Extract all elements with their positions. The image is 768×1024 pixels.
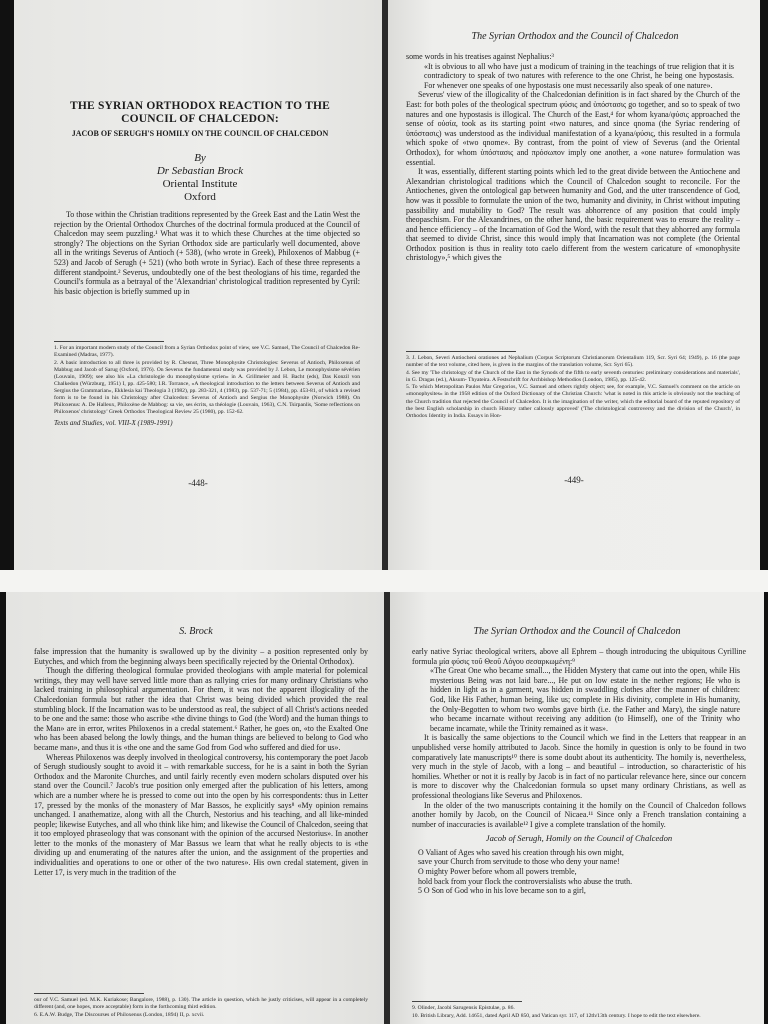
page-451 [390, 592, 764, 1024]
verse-line: save your Church from servitude to those who deny your name! [418, 857, 620, 867]
body-paragraph: false impression that the humanity is swallowed up by the divinity – a position represented only by Eutyches, and which from the beginning always been specifically rejected by the Oriental Orthodox). [34, 647, 368, 666]
author-name: Dr Sebastian Brock [156, 165, 244, 177]
footnote-4: 4. See my 'The christology of the Church of the East in the Synods of the fifth to early seventh centuries: preliminary considerations and materials', in G. Dragas (ed.), Aksum- Thyateira. A Festschrift for Archbishop Methodios (London, 1985), pp. 125-42. [406, 369, 740, 383]
page-450 [6, 592, 384, 1024]
footnote-6: 6. E.A.W. Budge, The Discourses of Philoxenus (London, 1894) II, p. xcvii. [34, 1011, 205, 1018]
footnote-2: 2. A basic introduction to all three is provided by R. Chesnut, Three Monophysite Christologies: Severus of Antioch, Philoxenus of Mabbug and Jacob of Sarug (Oxford, 1976). On Severus the fundamental study was provided by J. Lebon, Le monophysisme sévérien (Louvain, 1909); see also his «La christologie du monophysisme syrien» in A. Grillmeier and H. Bacht (eds), Das Konzil von Chalkedon (Würzburg, 1951) I, pp. 425-580; I.R. Torrance, «A theological introduction to the letters between Severus of Antioch and Sergius the Grammarian», Ekklesia kai Theologia 3 (1982), pp. 283-321, 4 (1983), pp. 537-71; 5 (1984), pp. 453-81, of which a revised form is to be found in his Christology after Chalcedon: Severus of Antioch and Sergius the Monophysite (Norwich 1988). On Philoxenus: A. De Halleux, Philoxène de Mabbog: sa vie, ses écrits, sa théologie (Louvain, 1963), C.N. Tsirpanlis, 'Some reflections on Philoxenos' christology' Greek Orthodox Theological Review 25 (1980), pp. 152-62. [54, 359, 360, 416]
running-head: The Syrian Orthodox and the Council of Chalcedon [473, 626, 681, 637]
body-paragraph: Whereas Philoxenos was deeply involved in theological controversy, his contemporary the poet Jacob of Serugh studiously sought to avoid it – with remarkable success, for he is a saint in both the Syrian Orthodox and the Maronite Churches, and until fairly recently even modern scholars disputed over his stand over the Council.⁷ Jacob's true position only emerged after the publication of his letters, among which are a number where he is pressed to come out into the open by his correspondents: thus in Letter 17, pressed by the monks of the monastery of Mar Bassos, he explicitly says⁸ «My opinion remains unchanged. I anathematize, along with all the Church, Nestorius and his teaching, and all like-minded people; likewise Eutyches, and all who think like him; and likewise the Council of Chalcedon, seeing that it too employed phraseology that was consonant with the opinion of the accursed Nestorius». In another letter to the monks of the monastery of Mar Bassus we learn that what he really objects to is «the dividing up and enumerating of the natures after the union, and the assignment of the properties and individualities and operations to one or other of the two natures». His own credal statement, given in Letter 17, is very much in the tradition of the [34, 752, 368, 877]
block-quote: «It is obvious to all who have just a modicum of training in the teachings of true religion that it is contradictory to speak of two natures with reference to the one Christ, he being one hypostasis. For whenever one speaks of one hypostasis one must necessarily also speak of one nature». [424, 61, 734, 90]
footnote-continued: our of V.C. Samuel (ed. M.K. Kuriakose; Bangalore, 1988), p. 130). The article in question, which he justly criticises, will appear in a completely different (and, one hopes, more acceptable) form in the forthcoming third edition. [34, 997, 368, 1011]
section-heading: Jacob of Serugh, Homily on the Council of Chalcedon [485, 833, 673, 844]
running-head: S. Brock [179, 626, 213, 637]
series-info: Texts and Studies, vol. VIII-X (1989-1991) [54, 419, 173, 428]
body-paragraph: It is basically the same objections to the Council which we find in the Letters that reappear in an unpublished verse homily attributed to Jacob. Since the homily in question is only to be found in two comparatively late manuscripts¹⁰ there is some doubt about its authenticity. The homily is, nevertheless, very much in the style of Jacob, with a long – and beautiful – introduction, so characteristic of his homilies. Whether or not it is really by Jacob is in fact of no particular relevance here, since our concern is more to discover why the Chalcedonian formula so upset many ordinary Christians, as well as professional theologians like Severus and Philoxenos. [412, 733, 746, 800]
affiliation: Oriental Institute [162, 178, 238, 190]
verse-line: O Valiant of Ages who saved his creation through his own might, [418, 847, 624, 857]
body-paragraph: Though the differing theological formulae provided theologians with ample material for polemical writings, they may well have served little more than as rallying cries for many ordinary Christians who lacked training in philosophical argumentation. For them, it was not the apparent illogicality of the Chalcedonian formula but rather the idea that Christ was being divided which provided the real stumbling block. If the Incarnation was to be understood as real, the subject of all Christ's actions needed to be one and the same: those who ascribe «the divine things to God (the Word) and the human things to the Man» are in error, writes Philoxenos in a credal statement.⁶ Rather, he goes on, «to the Exalted One who has been abased belong the lowly things, and the human things are believed to belong to God who became man», and thus it is «the one and the same God from God who suffered and died for us». [34, 666, 368, 752]
bottom-spread [0, 592, 768, 1024]
byline-by: By [194, 152, 206, 164]
body-paragraph: Severus' view of the illogicality of the Chalcedonian definition is in fact shared by the Church of the East: for both poles of the theological spectrum φύσις and ὑπόστασις go together, and so to speak of two natures and one hypostasis is illogical. The Church of the East,⁴ for whom kyana/φύσις approached the sense of οὐσία, took as its starting point «two natures, and since qnoma (the Syriac rendering of ὑπόστασις) was understood as the individual manifestation of a kyana/φύσις, this resulted in a formula which spoke of «two qnome». By contrast, from the point of view of Severus (and the Oriental Orthodox), for whom ὑπόστασις and πρόσωπον imply one another, a «one nature» formulation was essential. [406, 90, 740, 167]
block-quote: «The Great One who became small..., the Hidden Mystery that came out into the open, while His mysterious Being was not laid bare..., He put on low estate in the nether regions; He who is hidden in light as in a garment, was hidden in swaddling clothes after the manner of children: God, like His Father, human being, like us; complete in His divinity, complete in His humanity, the Only-Begotten to whom two wombs gave birth (i.e. the Father and Mary), the single nature who became incarnate without receiving any addition (to Himself), one of the Trinity who became incarnate, while the Trinity remained as it was». [430, 666, 740, 733]
body-paragraph: To those within the Christian traditions represented by the Greek East and the Latin West the rejection by the Oriental Orthodox Churches of the doctrinal formula produced at the Council of Chalcedon may seem puzzling.¹ What was it to which these Churches at the time objected so strongly? The objections on the Syrian Orthodox side are particularly well documented, above all in the writings Severus of Antioch (+ 538), (who wrote in Greek), Philoxenos of Mabbug (+ 523) and Jacob of Serugh (+ 521) (who both wrote in Syriac). Each of these three represents a different standpoint.² Severus, undoubtedly one of the best theologians of his time, regarded the Council's formula as a betrayal of the 'Alexandrian' christological tradition represented by Cyril: his basic objection is briefly summed up in [54, 210, 360, 296]
article-subtitle: JACOB OF SERUGH'S HOMILY ON THE COUNCIL OF CHALCEDON [71, 129, 329, 138]
body-paragraph: It was, essentially, different starting points which led to the great divide between the Antiochene and Alexandrian christological traditions which the Council of Chalcedon sought to reconcile. For the Antiochenes, given the ontological gap between humanity and God, and the utter transcendence of God, how was it possible to formulate the union of the two, humanity and divinity, in Christ without imputing passibility and mutability to God? The result was abhorrence of any position that could imply theopaschism. For the Alexandrines, on the other hand, the basic requirement was to ensure the reality – and hence efficiency – of the Incarnation of God the Word, with the result that they abhorred any formula that seemed to divide Christ, since this would imply that Incarnation was not complete (the Oriental Orthodox position is thus in reality toto caelo different from the western caricature of «monophysite christology»,⁵ which gives the [406, 167, 740, 263]
lead-line: some words in his treatises against Nephalius:³ [406, 52, 554, 61]
page-449 [388, 0, 760, 570]
footnote-9: 9. Olinder, Jacobi Sarugensis Epistulae, p. 86. [412, 1005, 515, 1011]
footnote-rule [34, 993, 144, 994]
page-448 [14, 0, 382, 570]
footnote-rule [412, 1001, 522, 1002]
verse-line: 5 O Son of God who in his love became son to a girl, [418, 886, 586, 896]
affiliation-city: Oxford [184, 191, 216, 203]
article-title-line2: COUNCIL OF CHALCEDON: [121, 113, 279, 125]
verse-line: O mighty Power before whom all powers tremble, [418, 867, 577, 877]
page-number: -449- [564, 475, 584, 485]
body-paragraph: In the older of the two manuscripts containing it the homily on the Council of Chalcedon follows another homily by Jacob, on the Council of Nicaea.¹¹ Since only a French translation containing a number of inaccuracies is available¹² I give a complete translation of the homily. [412, 800, 746, 829]
footnote-rule [54, 341, 164, 342]
homily-verses [418, 848, 746, 896]
footnote-5: 5. To which Metropolitan Paulos Mar Gregorios, V.C. Samuel and others rightly object; see, for example, V.C. Samuel's comment on the article on «monophysites» in the 1958 edition of the Oxford Dictionary of the Christian Church: 'what is noted in this article is obviously not the teaching of the Church tradition that rejected the Council of Chalcedon. It is the imagination of the writer, which the editorial board of the reputed repository of the best English scholarship in church History rather callously approved' ('The christological controversy and the division of the Church', in Orthodox Identity in India. Essays in Hon- [406, 384, 740, 419]
verse-line: hold back from your flock the controversialists who abuse the truth. [418, 876, 633, 886]
footnote-10: 10. British Library, Add. 14651, dated April AD 850, and Vatican syr. 117, of 12th/13th century. I hope to edit the text elsewhere. [412, 1012, 701, 1019]
footnote-1: 1. For an important modern study of the Council from a Syrian Orthodox point of view, see V.C. Samuel, The Council of Chalcedon Re-Examined (Madras, 1977). [54, 345, 360, 359]
article-title-line1: THE SYRIAN ORTHODOX REACTION TO THE [70, 100, 330, 112]
footnote-rule [406, 351, 516, 352]
lead-line: early native Syriac theological writers, above all Ephrem – though introducing the ubiquitous Cyrilline formula μία φύσις τοῦ Θεοῦ Λόγου σεσαρκωμένη:⁹ [412, 647, 746, 666]
footnote-3: 3. J. Lebon, Severi Antiocheni orationes ad Nephalium (Corpus Scriptorum Christianorum Orientalium 119, Scr. Syri 64; 1949), p. 16 (the page number of the text volume, cited here, is given in the margins of the translation volume, Scr. Syri 65). [406, 355, 740, 369]
page-number: -448- [188, 478, 208, 488]
running-head: The Syrian Orthodox and the Council of Chalcedon [471, 31, 679, 42]
scan-gap [0, 570, 768, 592]
